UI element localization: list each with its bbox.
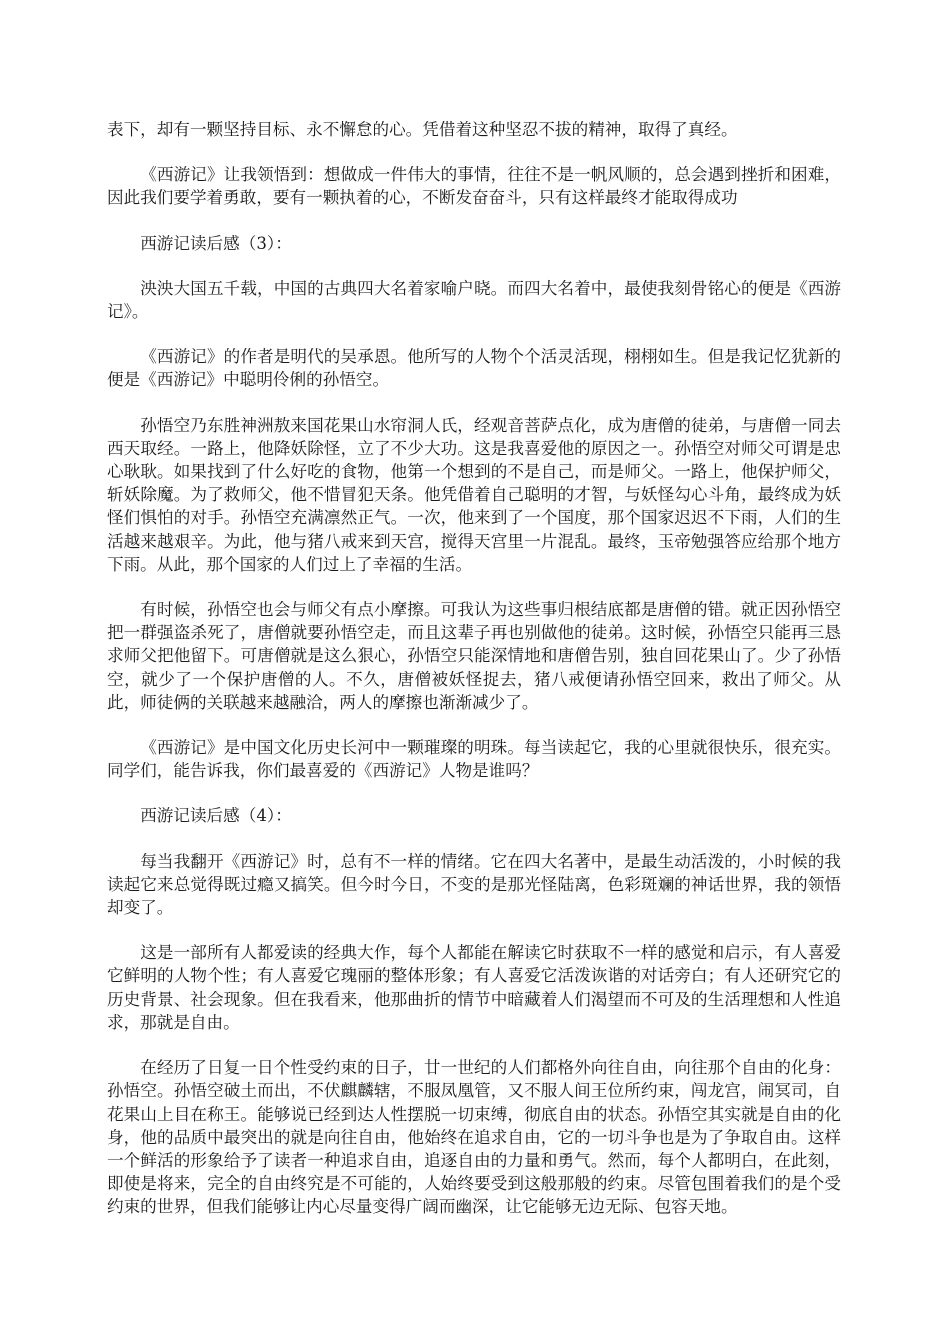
paragraph: 《西游记》是中国文化历史长河中一颗璀璨的明珠。每当读起它，我的心里就很快乐，很充实。同学们，能告诉我，你们最喜爱的《西游记》人物是谁吗？ [107,738,841,781]
paragraph-continuation: 表下，却有一颗坚持目标、永不懈怠的心。凭借着这种坚忍不拔的精神，取得了真经。 [107,120,738,139]
paragraph-conclusion: 《西游记》让我领悟到：想做成一件伟大的事情，往往不是一帆风顺的，总会遇到挫折和困难，因此我们要学着勇敢，要有一颗执着的心，不断发奋奋斗，只有这样最终才能取得成功 [107,165,841,208]
paragraph: 每当我翻开《西游记》时，总有不一样的情绪。它在四大名著中，是最生动活泼的，小时候的我读起它来总觉得既过瘾又搞笑。但今时今日，不变的是那光怪陆离，色彩斑斓的神话世界，我的领悟却变了。 [107,851,841,918]
section-heading-3: 西游记读后感（3）： [140,233,292,253]
paragraph: 孙悟空乃东胜神洲敖来国花果山水帘洞人氏，经观音菩萨点化，成为唐僧的徒弟，与唐僧一同去西天取经。一路上，他降妖除怪，立了不少大功。这是我喜爱他的原因之一。孙悟空对师父可谓是忠心耿耿。如果找到了什么好吃的食物，他第一个想到的不是自己，而是师父。一路上，他保护师父，斩妖除魔。为了救师父，他不惜冒犯天条。他凭借着自己聪明的才智，与妖怪勾心斗角，最终成为妖怪们惧怕的对手。孙悟空充满凛然正气。一次，他来到了一个国度，那个国家迟迟不下雨，人们的生活越来越艰辛。为此，他与猪八戒来到天宫，搅得天宫里一片混乱。最终，玉帝勉强答应给那个地方下雨。从此，那个国家的人们过上了幸福的生活。 [107,415,841,574]
section-heading-4: 西游记读后感（4）： [140,806,292,826]
paragraph: 有时候，孙悟空也会与师父有点小摩擦。可我认为这些事归根结底都是唐僧的错。就正因孙悟空把一群强盗杀死了，唐僧就要孙悟空走，而且这辈子再也别做他的徒弟。这时候，孙悟空只能再三恳求师父把他留下。可唐僧就是这么狠心，孙悟空只能深情地和唐僧告别，独自回花果山了。少了孙悟空，就少了一个保护唐僧的人。不久，唐僧被妖怪捉去，猪八戒便请孙悟空回来，救出了师父。从此，师徒俩的关联越来越融洽，两人的摩擦也渐渐减少了。 [107,600,841,712]
paragraph: 泱泱大国五千载，中国的古典四大名着家喻户晓。而四大名着中，最使我刻骨铭心的便是《西游记》。 [107,278,841,322]
document-page [107,118,841,1241]
paragraph: 这是一部所有人都爱读的经典大作，每个人都能在解读它时获取不一样的感觉和启示，有人喜爱它鲜明的人物个性；有人喜爱它瑰丽的整体形象；有人喜爱它活泼诙谐的对话旁白；有人还研究它的历史背景、社会现象。但在我看来，他那曲折的情节中暗藏着人们渴望而不可及的生活理想和人性追求，那就是自由。 [107,943,841,1032]
paragraph: 《西游记》的作者是明代的吴承恩。他所写的人物个个活灵活现，栩栩如生。但是我记忆犹新的便是《西游记》中聪明伶俐的孙悟空。 [107,347,841,390]
paragraph: 在经历了日复一日个性受约束的日子，廿一世纪的人们都格外向往自由，向往那个自由的化身：孙悟空。孙悟空破土而出，不伏麒麟辖，不服凤凰管，又不服人间王位所约束，闯龙宫，闹冥司，自花果山上目在称王。能够说已经到达人性摆脱一切束缚，彻底自由的状态。孙悟空其实就是自由的化身，他的品质中最突出的就是向往自由，他始终在追求自由，它的一切斗争也是为了争取自由。这样一个鲜活的形象给予了读者一种追求自由，追逐自由的力量和勇气。然而，每个人都明白，在此刻，即使是将来，完全的自由终究是不可能的，人始终要受到这般那般的约束。尽管包围着我们的是个受约束的世界，但我们能够让内心尽量变得广阔而幽深，让它能够无边无际、包容天地。 [107,1058,841,1217]
